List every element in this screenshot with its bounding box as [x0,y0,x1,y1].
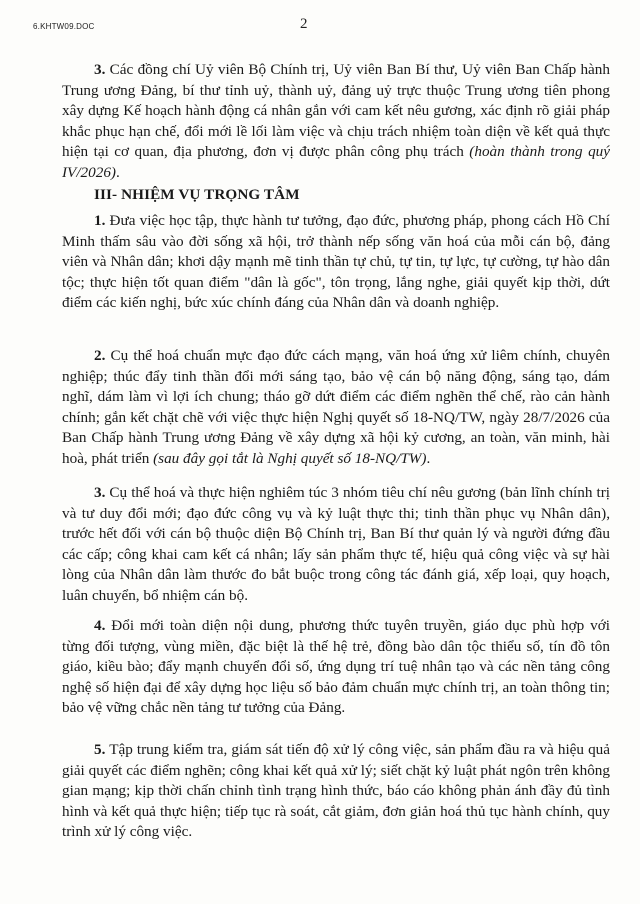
task-text: Cụ thể hoá chuẩn mực đạo đức cách mạng, văn hoá ứng xử liêm chính, chuyên nghiệp; thúc đẩy tinh thần đổi mới sáng tạo, bảo vệ cán bộ năng động, sáng tạo, dám nghĩ, dám làm vì lợi ích chung; tháo gỡ dứt điểm các điểm nghẽn thể chế, rào cản hành chính; gắn kết chặt chẽ với việc thực hiện Nghị quyết số 18-NQ/TW, ngày 28/7/2026 của Ban Chấp hành Trung ương Đảng về xây dựng xã hội kỷ cương, an toàn, văn minh, hài hoà, phát triển [62,347,610,467]
task-tail: . [426,449,431,467]
paragraph-tail: . [116,163,120,181]
task-paragraph [62,346,610,469]
task-text: Cụ thể hoá và thực hiện nghiêm túc 3 nhóm tiêu chí nêu gương (bản lĩnh chính trị và tư duy đổi mới; đạo đức công vụ và kỷ luật thực thi; tinh thần phục vụ Nhân dân), trước hết đối với cán bộ thuộc diện Bộ Chính trị, Ban Bí thư quản lý và người đứng đầu các cấp; công khai cam kết cá nhân; lấy sản phẩm thực tế, hiệu quả công việc và sự hài lòng của Nhân dân làm thước đo bắt buộc trong công tác đánh giá, xếp loại, quy hoạch, luân chuyển, bổ nhiệm cán bộ. [62,484,610,604]
task-5-block [62,740,610,843]
paragraph-number: 3. [94,61,106,78]
task-number: 5. [94,741,106,758]
paragraph-text: Các đồng chí Uỷ viên Bộ Chính trị, Uỷ viên Ban Bí thư, Uỷ viên Ban Chấp hành Trung ương Đảng, bí thư tỉnh uỷ, thành uỷ, đảng uỷ trực thuộc Trung ương tiên phong xây dựng Kế hoạch hành động cá nhân gắn với cam kết nêu gương, xác định rõ giải pháp khắc phục hạn chế, đổi mới lề lối làm việc và chịu trách nhiệm toàn diện về kết quả thực hiện tại cơ quan, địa phương, đơn vị được phân công phụ trách [62,61,610,160]
task-text: Đổi mới toàn diện nội dung, phương thức tuyên truyền, giáo dục phù hợp với từng đối tượng, vùng miền, đặc biệt là thế hệ trẻ, đồng bào dân tộc thiểu số, tín đồ tôn giáo, kiều bào; đẩy mạnh chuyển đổi số, ứng dụng trí tuệ nhân tạo và các nền tảng công nghệ số hiện đại để xây dựng học liệu số bảo đảm chuẩn mực chính trị, an toàn thông tin; bảo vệ vững chắc nền tảng tư tưởng của Đảng. [62,617,610,716]
task-paragraph [62,616,610,719]
task-paragraph [62,211,610,314]
task-1-block [62,211,610,314]
page-number: 2 [300,16,308,32]
task-number: 4. [94,617,106,634]
task-3-block [62,483,610,606]
task-2-block [62,346,610,469]
task-text: Tập trung kiểm tra, giám sát tiến độ xử lý công việc, sản phẩm đầu ra và hiệu quả giải quyết các điểm nghẽn; công khai kết quả xử lý; siết chặt kỷ luật phát ngôn trên không gian mạng; kịp thời chấn chỉnh tình trạng hình thức, báo cáo không phản ánh đầy đủ tình hình và kết quả thực hiện; tiếp tục rà soát, cắt giảm, đơn giản hoá thủ tục hành chính, quy trình xử lý công việc. [62,741,610,840]
file-name-tag: 6.KHTW09.DOC [33,22,95,31]
task-number: 1. [94,212,106,229]
intro-paragraph [62,60,610,183]
task-text: Đưa việc học tập, thực hành tư tưởng, đạo đức, phương pháp, phong cách Hồ Chí Minh thấm sâu vào đời sống xã hội, trở thành nếp sống văn hoá của mỗi cán bộ, đảng viên và Nhân dân; khơi dậy mạnh mẽ tinh thần tự chủ, tự tin, tự lực, tự cường, tự hào dân tộc; thực hiện tốt quan điểm "dân là gốc", tôn trọng, lắng nghe, giải quyết kịp thời, dứt điểm các kiến nghị, bức xúc chính đáng của Nhân dân và doanh nghiệp. [62,212,610,311]
task-number: 2. [94,347,106,364]
task-4-block [62,616,610,719]
paragraph-italic-note: (hoàn thành trong quý IV/2026) [62,143,610,181]
task-paragraph [62,740,610,843]
task-paragraph [62,483,610,606]
task-number: 3. [94,484,106,501]
intro-paragraph-block [62,60,610,183]
task-italic-note: (sau đây gọi tắt là Nghị quyết số 18-NQ/TW) [153,449,427,467]
section-heading: III- NHIỆM VỤ TRỌNG TÂM [94,186,300,203]
